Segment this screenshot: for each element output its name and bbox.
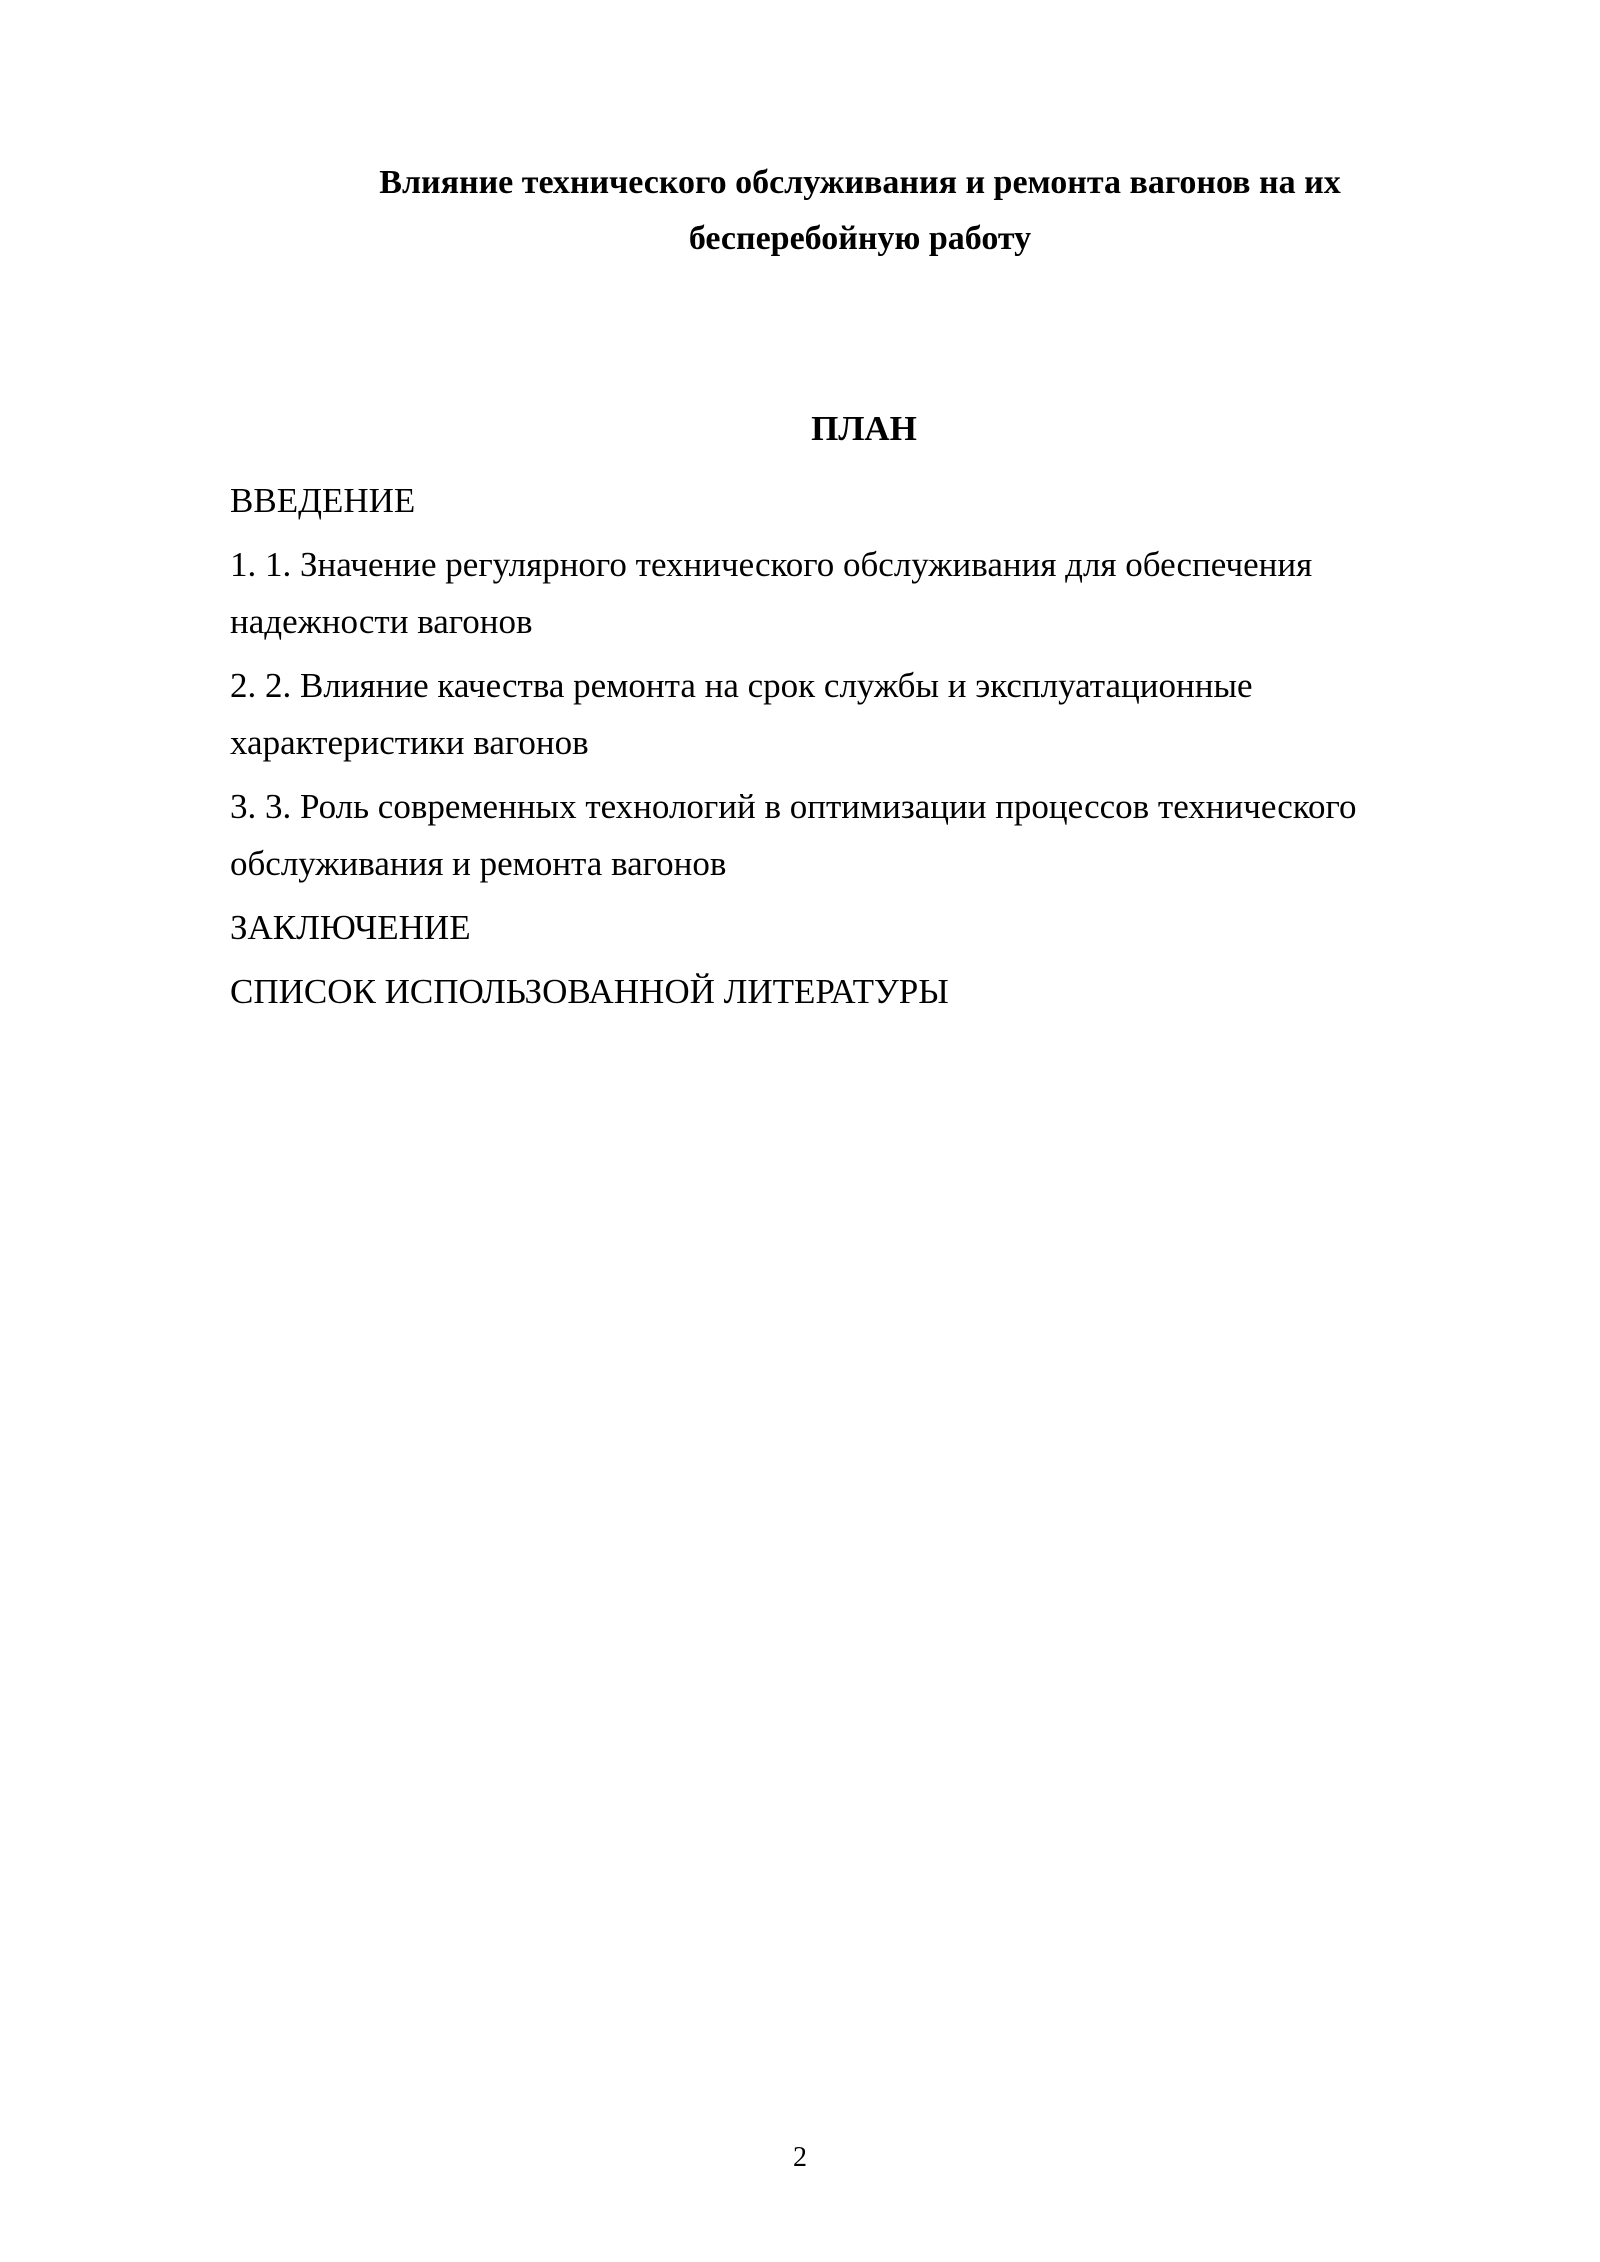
document-title-line-1: Влияние технического обслуживания и ремонта вагонов на их — [379, 164, 1341, 201]
toc-item-3-line-1: 3. 3. Роль современных технологий в оптимизации процессов технического — [230, 787, 1357, 826]
toc-item-references — [230, 963, 1498, 1020]
toc-item-1-line-2: надежности вагонов — [230, 602, 533, 641]
toc-item-3 — [230, 778, 1498, 892]
toc-item-2-line-2: характеристики вагонов — [230, 723, 589, 762]
toc-item-conclusion — [230, 899, 1498, 956]
document-title-line-2: бесперебойную работу — [688, 220, 1032, 257]
page-number: 2 — [793, 2142, 807, 2173]
toc-item-introduction — [230, 472, 1498, 529]
toc-item-1 — [230, 536, 1498, 650]
toc-item-references-label: СПИСОК ИСПОЛЬЗОВАННОЙ ЛИТЕРАТУРЫ — [230, 972, 949, 1011]
toc-item-2 — [230, 657, 1498, 771]
toc-item-introduction-label: ВВЕДЕНИЕ — [230, 481, 416, 520]
toc-item-1-line-1: 1. 1. Значение регулярного технического обслуживания для обеспечения — [230, 545, 1313, 584]
toc-item-conclusion-label: ЗАКЛЮЧЕНИЕ — [230, 908, 471, 947]
plan-heading: ПЛАН — [811, 409, 917, 448]
toc-item-2-line-1: 2. 2. Влияние качества ремонта на срок службы и эксплуатационные — [230, 666, 1253, 705]
toc-item-3-line-2: обслуживания и ремонта вагонов — [230, 844, 727, 883]
document-title — [300, 155, 1420, 267]
